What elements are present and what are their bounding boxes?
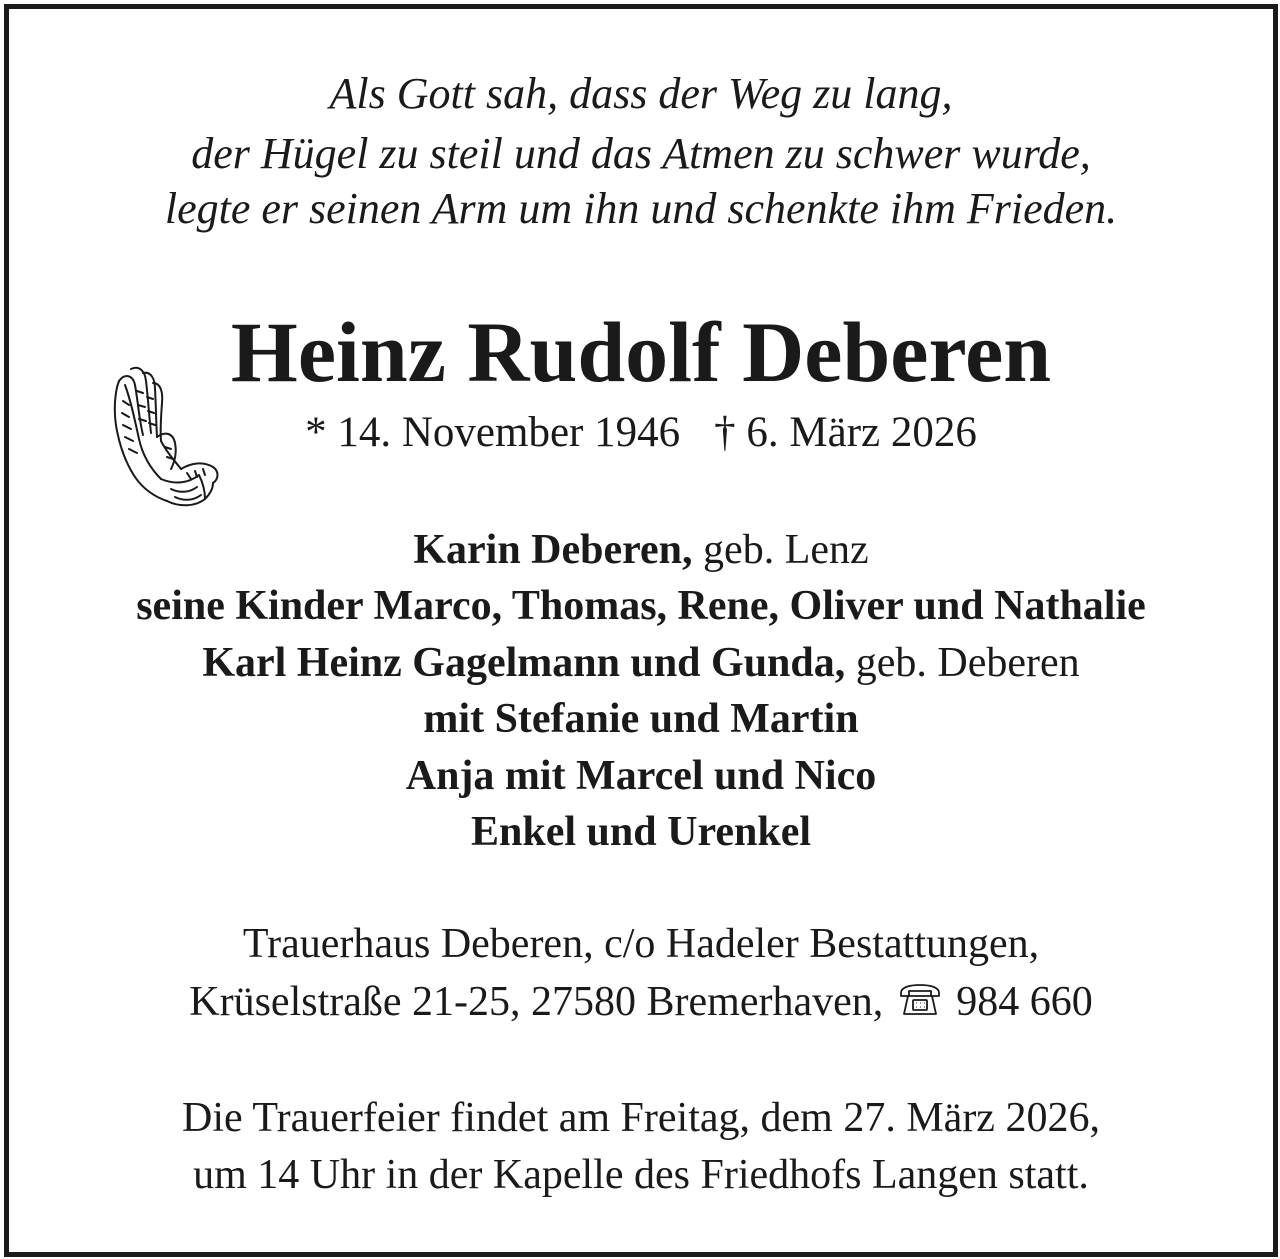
address-line-2: [9, 981, 1273, 1023]
mourner-line-2: [9, 585, 1273, 627]
mourner-line-6: [9, 811, 1273, 853]
life-dates: [9, 411, 1273, 454]
telephone-icon: [898, 983, 942, 1017]
service-line-2: um 14 Uhr in der Kapelle des Friedhofs Langen statt.: [193, 1152, 1089, 1198]
mourner-line-5: [9, 755, 1273, 797]
mourner-name: Karin Deberen,: [413, 527, 693, 573]
mourner-note: geb. Deberen: [845, 640, 1080, 686]
obituary-frame: [4, 4, 1278, 1257]
poem-line-2: der Hügel zu steil und das Atmen zu schwer wurde,: [191, 129, 1091, 178]
poem-line-3: legte er seinen Arm um ihn und schenkte ihm Frieden.: [164, 184, 1118, 233]
obituary-content: [9, 9, 1273, 1252]
address-street: Krüselstraße 21-25, 27580 Bremerhaven,: [189, 979, 884, 1025]
mourner-name: Enkel und Urenkel: [471, 809, 811, 855]
mourner-line-1: [9, 529, 1273, 571]
mourner-name: Anja mit Marcel und Nico: [405, 753, 877, 799]
mourner-name: Karl Heinz Gagelmann und Gunda,: [202, 640, 846, 686]
phone-number: 984 660: [956, 979, 1093, 1025]
address-line-1: Trauerhaus Deberen, c/o Hadeler Bestattungen,: [242, 921, 1040, 967]
poem-line-1: Als Gott sah, dass der Weg zu lang,: [329, 69, 953, 118]
death-date: † 6. März 2026: [714, 409, 977, 456]
birth-date: * 14. November 1946: [305, 409, 681, 456]
mourner-line-3: [9, 642, 1273, 684]
service-line-1: Die Trauerfeier findet am Freitag, dem 27. März 2026,: [182, 1095, 1100, 1141]
deceased-name: Heinz Rudolf Deberen: [230, 304, 1052, 400]
mourner-line-4: [9, 698, 1273, 740]
mourner-note: geb. Lenz: [692, 527, 869, 573]
mourner-name: mit Stefanie und Martin: [423, 696, 859, 742]
mourner-name: seine Kinder Marco, Thomas, Rene, Oliver und Nathalie: [136, 583, 1146, 629]
